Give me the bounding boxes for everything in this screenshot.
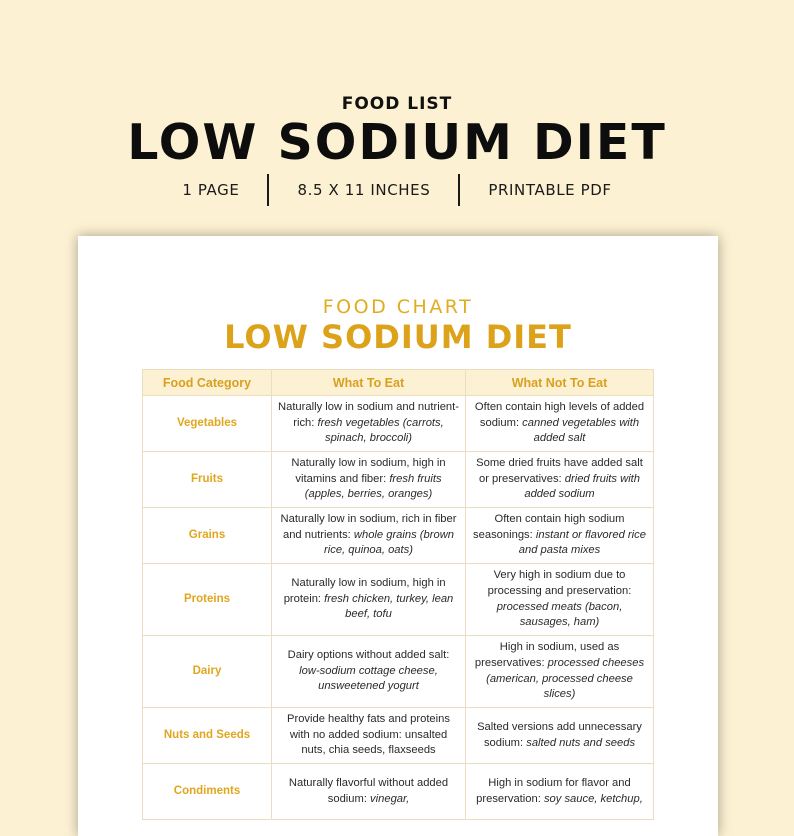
meta-pages: 1 PAGE (182, 181, 240, 199)
cell-what-not-to-eat-examples: processed cheeses (american, processed cheese slices) (486, 656, 645, 701)
cell-what-to-eat-text: Naturally low in sodium, high in vitamins and fiber: (291, 457, 446, 485)
cell-what-not-to-eat (466, 396, 654, 452)
cell-what-not-to-eat-text: High in sodium, used as preservatives: (474, 641, 620, 669)
cell-what-to-eat-examples: fresh fruits (apples, berries, oranges) (304, 472, 442, 501)
cell-what-to-eat-text: Naturally flavorful without added sodium: (288, 776, 449, 805)
cell-what-not-to-eat (466, 508, 654, 564)
food-table (142, 369, 654, 820)
cell-what-not-to-eat-examples: canned vegetables with added salt (522, 416, 640, 445)
chart-title: LOW SODIUM DIET (224, 318, 572, 356)
cell-what-not-to-eat-examples: instant or flavored rice and pasta mixes (518, 528, 646, 557)
cell-what-not-to-eat-text: Very high in sodium due to processing and preservation: (487, 569, 632, 597)
cell-what-to-eat (272, 636, 466, 708)
meta-format: PRINTABLE PDF (488, 181, 612, 199)
cell-what-to-eat-examples: fresh chicken, turkey, lean beef, tofu (324, 592, 454, 621)
cell-category: Dairy (143, 636, 272, 708)
cell-what-to-eat (272, 708, 466, 764)
cell-category: Condiments (143, 764, 272, 820)
cell-what-not-to-eat-text: Often contain high levels of added sodium: (474, 401, 645, 429)
cell-what-not-to-eat-examples: processed meats (bacon, sausages, ham) (496, 600, 623, 629)
cell-what-to-eat (272, 564, 466, 636)
cell-what-not-to-eat-examples: salted nuts and seeds (526, 736, 636, 749)
cell-what-to-eat (272, 764, 466, 820)
cell-what-not-to-eat (466, 564, 654, 636)
cell-what-to-eat-text: Naturally low in sodium and nutrient-rich: (278, 401, 459, 429)
cell-what-not-to-eat-text: Often contain high sodium seasonings: (473, 513, 625, 541)
cell-category: Fruits (143, 452, 272, 508)
column-header-eat: What To Eat (272, 370, 466, 396)
cell-what-to-eat-text: Naturally low in sodium, rich in fiber and nutrients: (280, 513, 457, 541)
cell-what-not-to-eat-text: Some dried fruits have added salt or preservatives: (476, 457, 643, 485)
cell-what-not-to-eat-text: High in sodium for flavor and preservation: (476, 776, 631, 805)
chart-subtitle: FOOD CHART (322, 296, 474, 318)
cell-what-to-eat-text: Naturally low in sodium, high in protein: (283, 577, 446, 605)
cell-what-not-to-eat (466, 636, 654, 708)
table-row (143, 636, 654, 708)
cell-what-to-eat-examples: low-sodium cottage cheese, unsweetened yogurt (299, 664, 438, 693)
table-row (143, 452, 654, 508)
table-row (143, 508, 654, 564)
cell-what-to-eat-examples: whole grains (brown rice, quinoa, oats) (324, 528, 455, 557)
cell-what-not-to-eat-examples: soy sauce, ketchup, (543, 792, 643, 805)
header-title: LOW SODIUM DIET (127, 114, 667, 171)
cell-what-to-eat-text: Provide healthy fats and proteins with no added sodium: unsalted nuts, chia seeds, flaxseeds (287, 713, 450, 757)
cell-category: Grains (143, 508, 272, 564)
cell-what-to-eat-examples: vinegar, (370, 792, 410, 805)
document-preview (78, 236, 718, 836)
cell-what-not-to-eat-text: Salted versions add unnecessary sodium: (477, 720, 642, 749)
table-row (143, 708, 654, 764)
cell-what-not-to-eat (466, 708, 654, 764)
table-row (143, 764, 654, 820)
column-header-category: Food Category (143, 370, 272, 396)
cell-what-to-eat (272, 396, 466, 452)
cell-what-to-eat (272, 508, 466, 564)
cell-what-to-eat (272, 452, 466, 508)
meta-size: 8.5 X 11 INCHES (297, 181, 431, 199)
cell-what-to-eat-text: Dairy options without added salt: (287, 649, 450, 662)
table-header-row (143, 370, 654, 396)
cell-what-not-to-eat (466, 452, 654, 508)
column-header-avoid: What Not To Eat (466, 370, 654, 396)
header-kicker: FOOD LIST (341, 94, 453, 114)
table-row (143, 564, 654, 636)
header-meta (0, 174, 794, 206)
cell-category: Nuts and Seeds (143, 708, 272, 764)
cell-what-not-to-eat (466, 764, 654, 820)
cell-category: Proteins (143, 564, 272, 636)
cell-what-to-eat-examples: fresh vegetables (carrots, spinach, broccoli) (317, 416, 444, 445)
cell-category: Vegetables (143, 396, 272, 452)
table-row (143, 396, 654, 452)
cell-what-not-to-eat-examples: dried fruits with added sodium (524, 472, 641, 501)
